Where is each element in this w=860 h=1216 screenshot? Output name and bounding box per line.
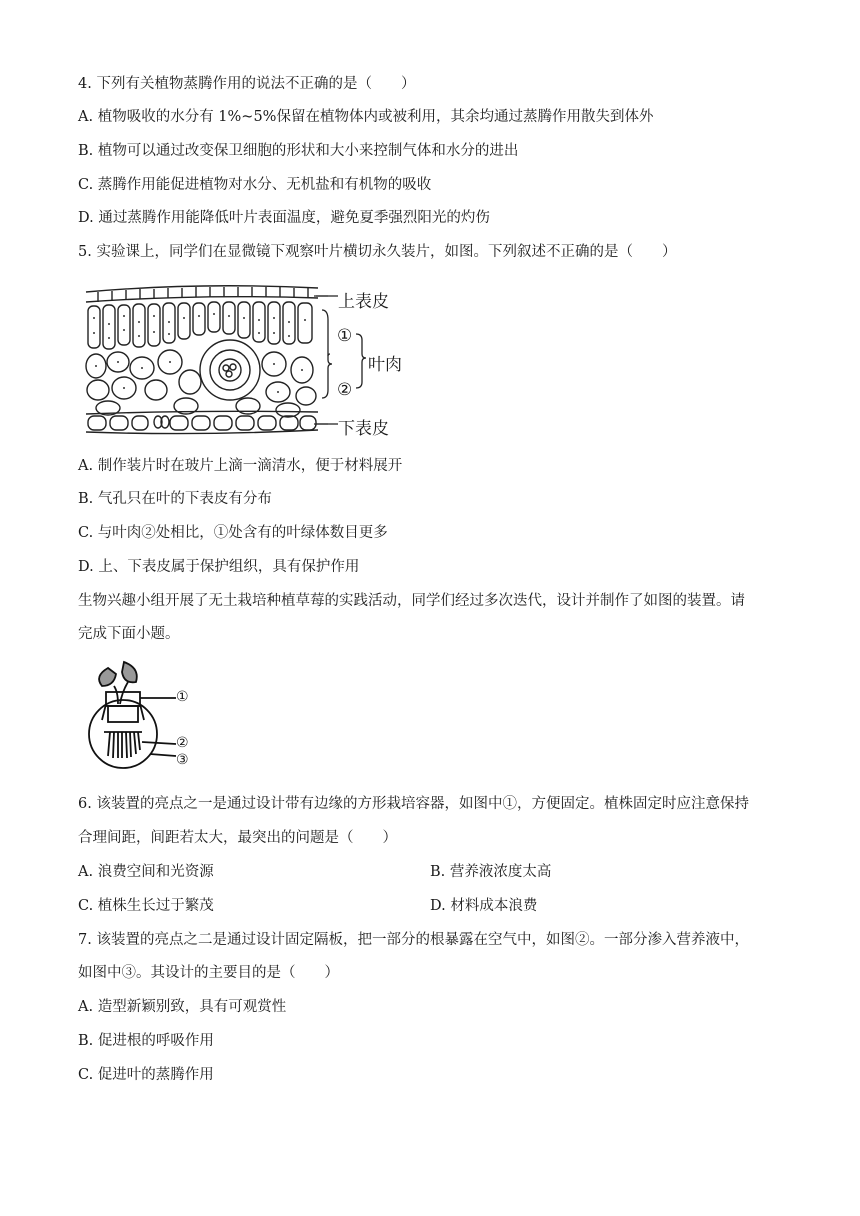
hydroponic-device-figure [80,660,190,770]
q4-option-a: A. 植物吸收的水分有 1%~5%保留在植物体内或被利用，其余均通过蒸腾作用散失到体外 [78,109,654,125]
q4-option-d: D. 通过蒸腾作用能降低叶片表面温度，避免夏季强烈阳光的灼伤 [78,210,490,226]
q4-option-b: B. 植物可以通过改变保卫细胞的形状和大小来控制气体和水分的进出 [78,143,519,159]
intro-line-2: 完成下面小题。 [78,626,180,642]
device-label-3: ③ [176,752,189,768]
upper-epidermis-label: 上表皮 [338,292,389,312]
q5-option-c: C. 与叶肉②处相比，①处含有的叶绿体数目更多 [78,525,388,541]
q7-option-a: A. 造型新颖别致，具有可观赏性 [78,999,287,1015]
q4-option-c: C. 蒸腾作用能促进植物对水分、无机盐和有机物的吸收 [78,177,432,193]
intro-line-1: 生物兴趣小组开展了无土栽培种植草莓的实践活动，同学们经过多次迭代，设计并制作了如图的装置。请 [78,593,745,609]
q5-option-d: D. 上、下表皮属于保护组织，具有保护作用 [78,559,360,575]
leaf-cross-section-figure [78,278,328,440]
lower-epidermis-label: 下表皮 [338,419,389,439]
q6-option-d: D. 材料成本浪费 [430,898,538,914]
q6-option-b: B. 营养液浓度太高 [430,864,552,880]
q7-option-b: B. 促进根的呼吸作用 [78,1033,214,1049]
q5-option-b: B. 气孔只在叶的下表皮有分布 [78,491,272,507]
q5-stem: 5. 实验课上，同学们在显微镜下观察叶片横切永久装片，如图。下列叙述不正确的是（ ） [78,244,677,260]
mesophyll-label: 叶肉 [368,355,402,375]
palisade-label: ① [337,326,353,346]
q6-stem-line-1: 6. 该装置的亮点之一是通过设计带有边缘的方形栽培容器，如图中①，方便固定。植株固定时应注意保持 [78,796,749,812]
device-label-1: ① [176,689,189,705]
q6-option-a: A. 浪费空间和光资源 [78,864,214,880]
device-label-2: ② [176,735,189,751]
q6-stem-line-2: 合理间距，间距若太大，最突出的问题是（ ） [78,830,397,846]
q7-stem-line-1: 7. 该装置的亮点之二是通过设计固定隔板，把一部分的根暴露在空气中，如图②。一部分渗入营养液中， [78,932,749,948]
q7-stem-line-2: 如图中③。其设计的主要目的是（ ） [78,965,339,981]
q5-option-a: A. 制作装片时在玻片上滴一滴清水，便于材料展开 [78,458,403,474]
q7-option-c: C. 促进叶的蒸腾作用 [78,1067,214,1083]
spongy-label: ② [337,380,353,400]
q4-stem: 4. 下列有关植物蒸腾作用的说法不正确的是（ ） [78,76,416,92]
q6-option-c: C. 植株生长过于繁茂 [78,898,214,914]
